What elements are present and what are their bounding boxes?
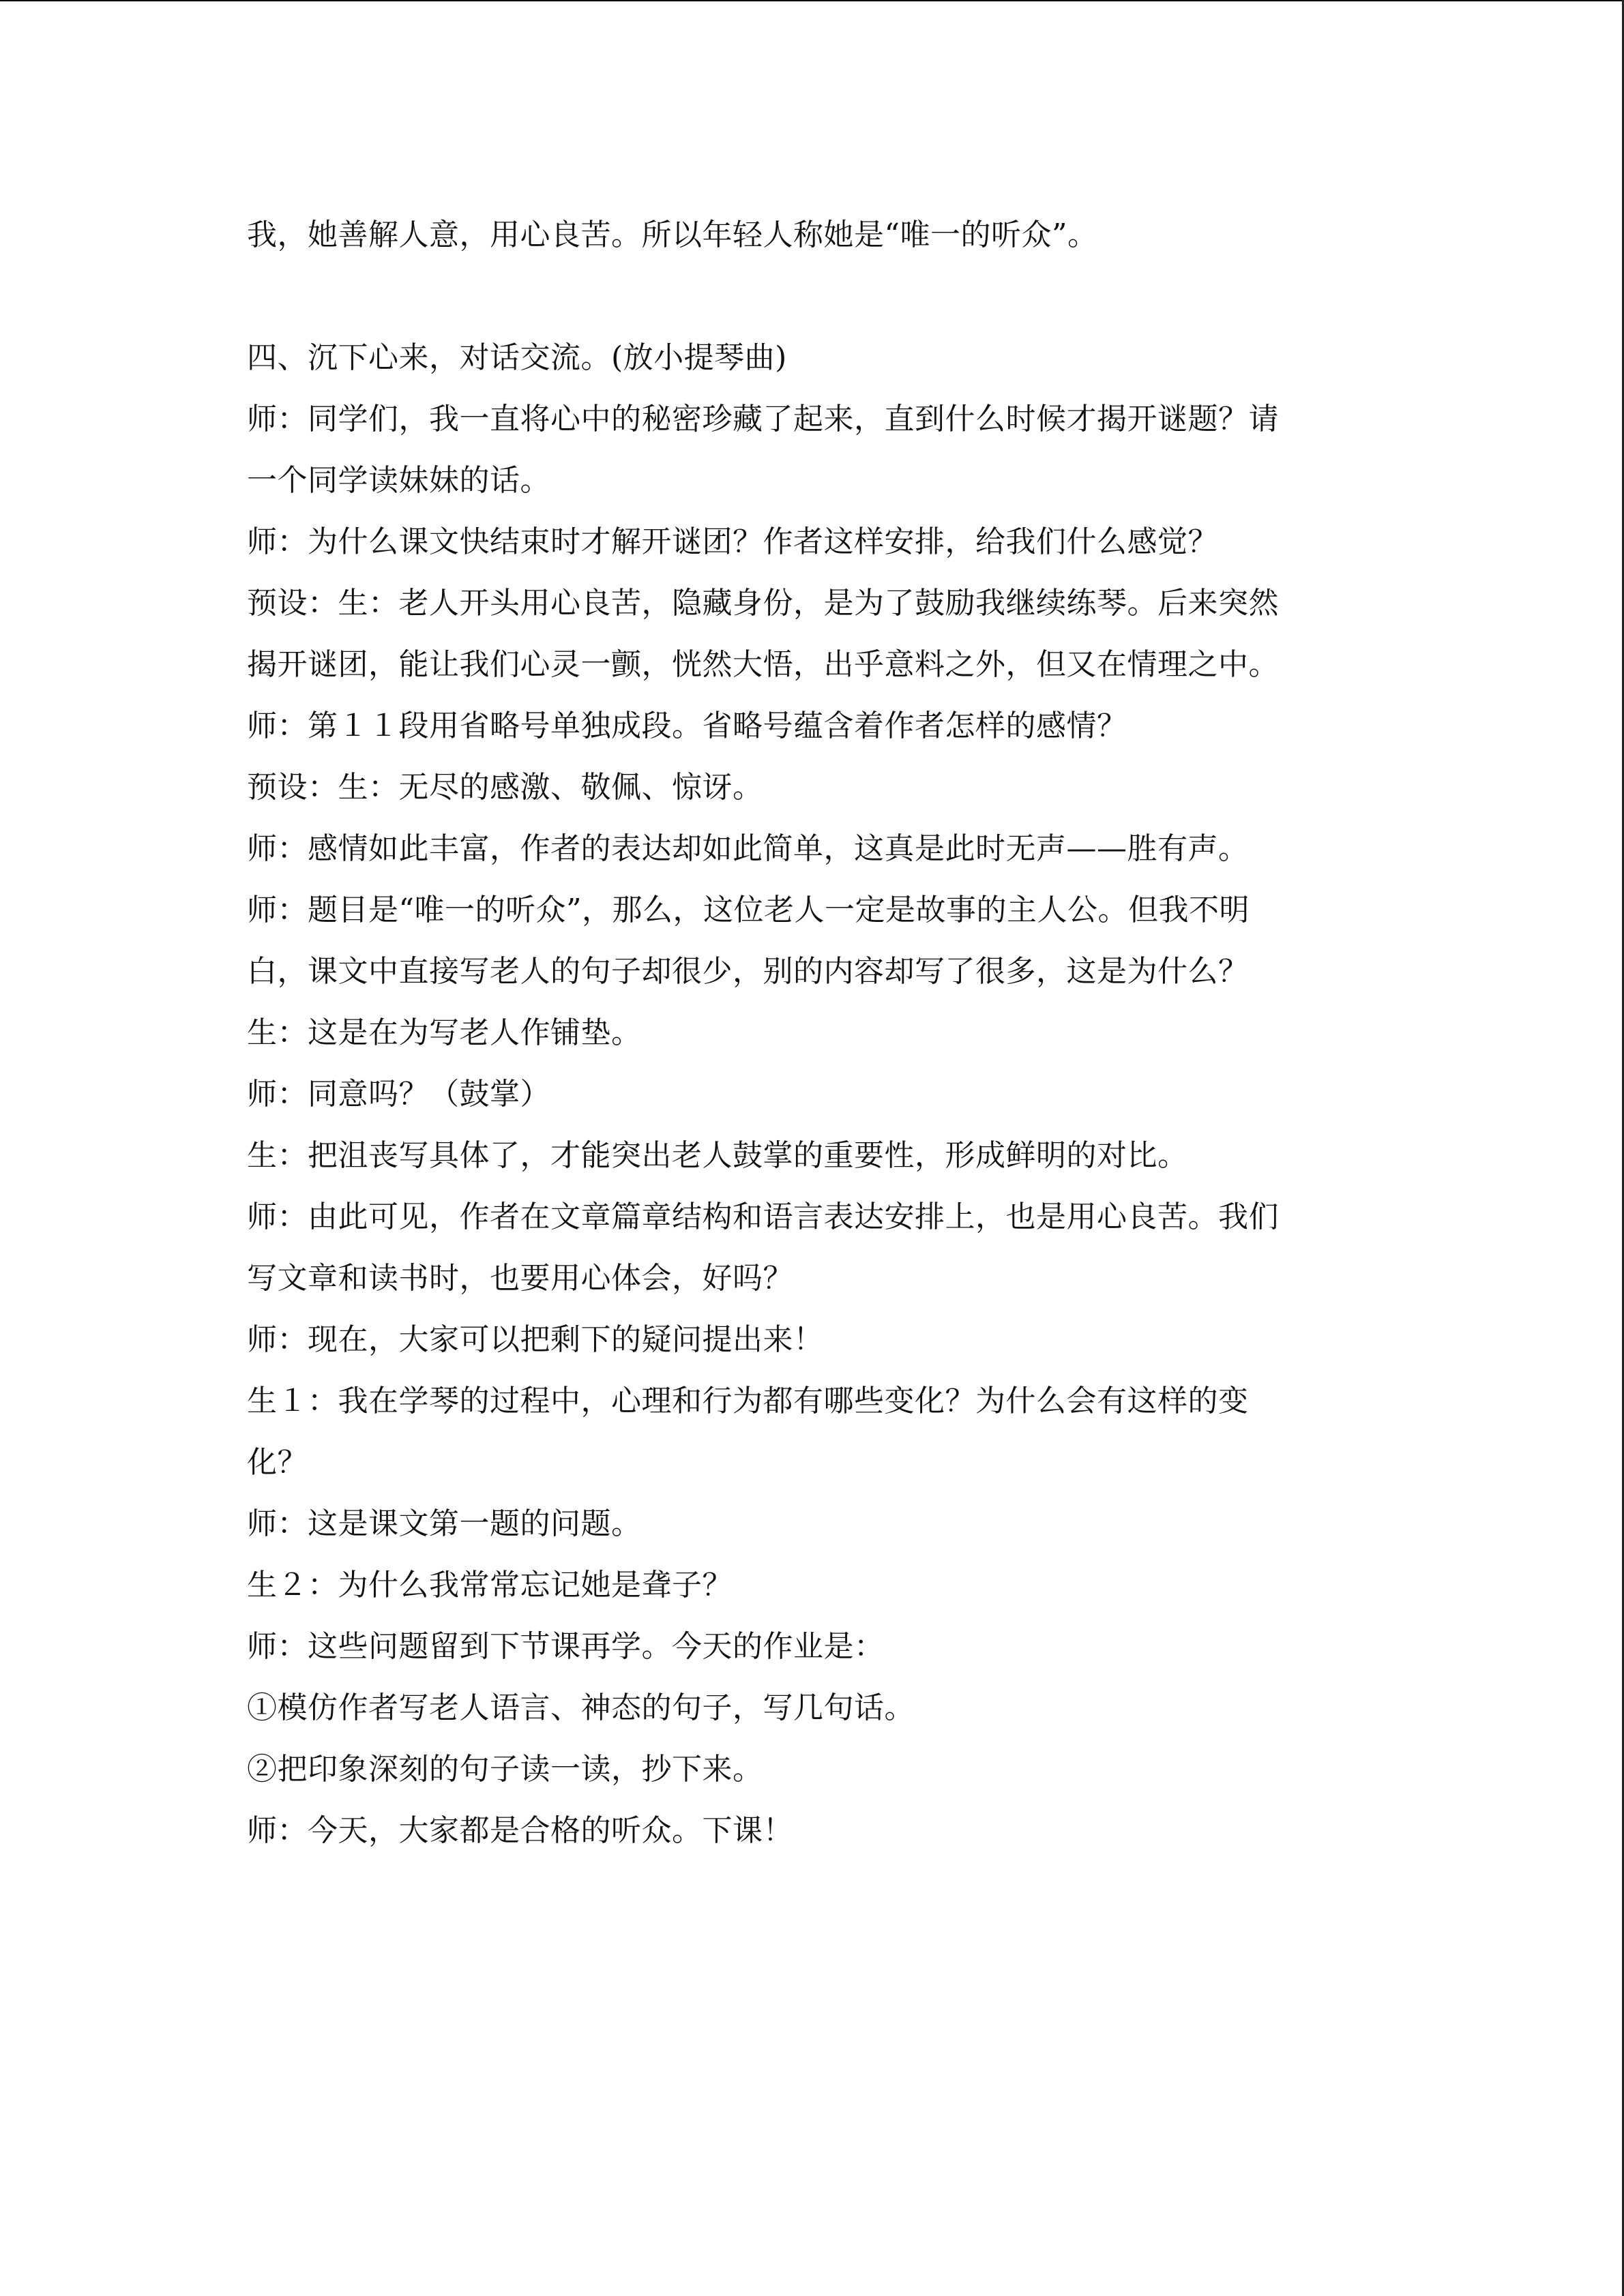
blank-line <box>247 266 1372 327</box>
text-line: 师：为什么课文快结束时才解开谜团？作者这样安排，给我们什么感觉？ <box>247 524 1218 559</box>
text-line: 生：把沮丧写具体了，才能突出老人鼓掌的重要性，形成鲜明的对比。 <box>247 1138 1188 1173</box>
text-line: 师：感情如此丰富，作者的表达却如此简单，这真是此时无声——胜有声。 <box>247 831 1249 866</box>
text-line: 白，课文中直接写老人的句子却很少，别的内容却写了很多，这是为什么？ <box>247 954 1249 989</box>
text-line: 师：同意吗？（鼓掌） <box>247 1077 550 1112</box>
text-line: 揭开谜团，能让我们心灵一颤，恍然大悟，出乎意料之外，但又在情理之中。 <box>247 647 1279 682</box>
top-border-line <box>0 0 1624 1</box>
text-line: 师：第１１段用省略号单独成段。省略号蕴含着作者怎样的感情？ <box>247 709 1127 743</box>
text-line: 师：这些问题留到下节课再学。今天的作业是： <box>247 1629 885 1664</box>
text-line: 预设：生：无尽的感激、敬佩、惊讶。 <box>247 770 763 805</box>
text-line: 一个同学读妹妹的话。 <box>247 463 550 498</box>
section-heading: 四、沉下心来，对话交流。(放小提琴曲) <box>247 340 787 375</box>
homework-item-2: ②把印象深刻的句子读一读，抄下来。 <box>247 1752 763 1787</box>
text-line: 师：现在，大家可以把剩下的疑问提出来！ <box>247 1322 824 1357</box>
text-line: 预设：生：老人开头用心良苦，隐藏身份，是为了鼓励我继续练琴。后来突然 <box>247 586 1279 621</box>
text-line: 师：这是课文第一题的问题。 <box>247 1506 642 1541</box>
text-line: 师：由此可见，作者在文章篇章结构和语言表达安排上，也是用心良苦。我们 <box>247 1199 1279 1234</box>
text-line: 生１：我在学琴的过程中，心理和行为都有哪些变化？为什么会有这样的变 <box>247 1384 1249 1418</box>
text-line: 师：题目是“唯一的听众”，那么，这位老人一定是故事的主人公。但我不明 <box>247 893 1250 927</box>
text-line: 化？ <box>247 1445 308 1480</box>
document-body <box>247 205 1372 1862</box>
text-line: 生：这是在为写老人作铺垫。 <box>247 1015 642 1050</box>
text-line: 生２：为什么我常常忘记她是聋子？ <box>247 1568 733 1602</box>
text-line: 师：同学们，我一直将心中的秘密珍藏了起来，直到什么时候才揭开谜题？请 <box>247 402 1279 436</box>
homework-item-1: ①模仿作者写老人语言、神态的句子，写几句话。 <box>247 1690 915 1725</box>
text-line: 写文章和读书时，也要用心体会，好吗？ <box>247 1261 793 1296</box>
text-line: 我，她善解人意，用心良苦。所以年轻人称她是“唯一的听众”。 <box>247 218 1098 252</box>
text-line: 师：今天，大家都是合格的听众。下课！ <box>247 1813 793 1848</box>
